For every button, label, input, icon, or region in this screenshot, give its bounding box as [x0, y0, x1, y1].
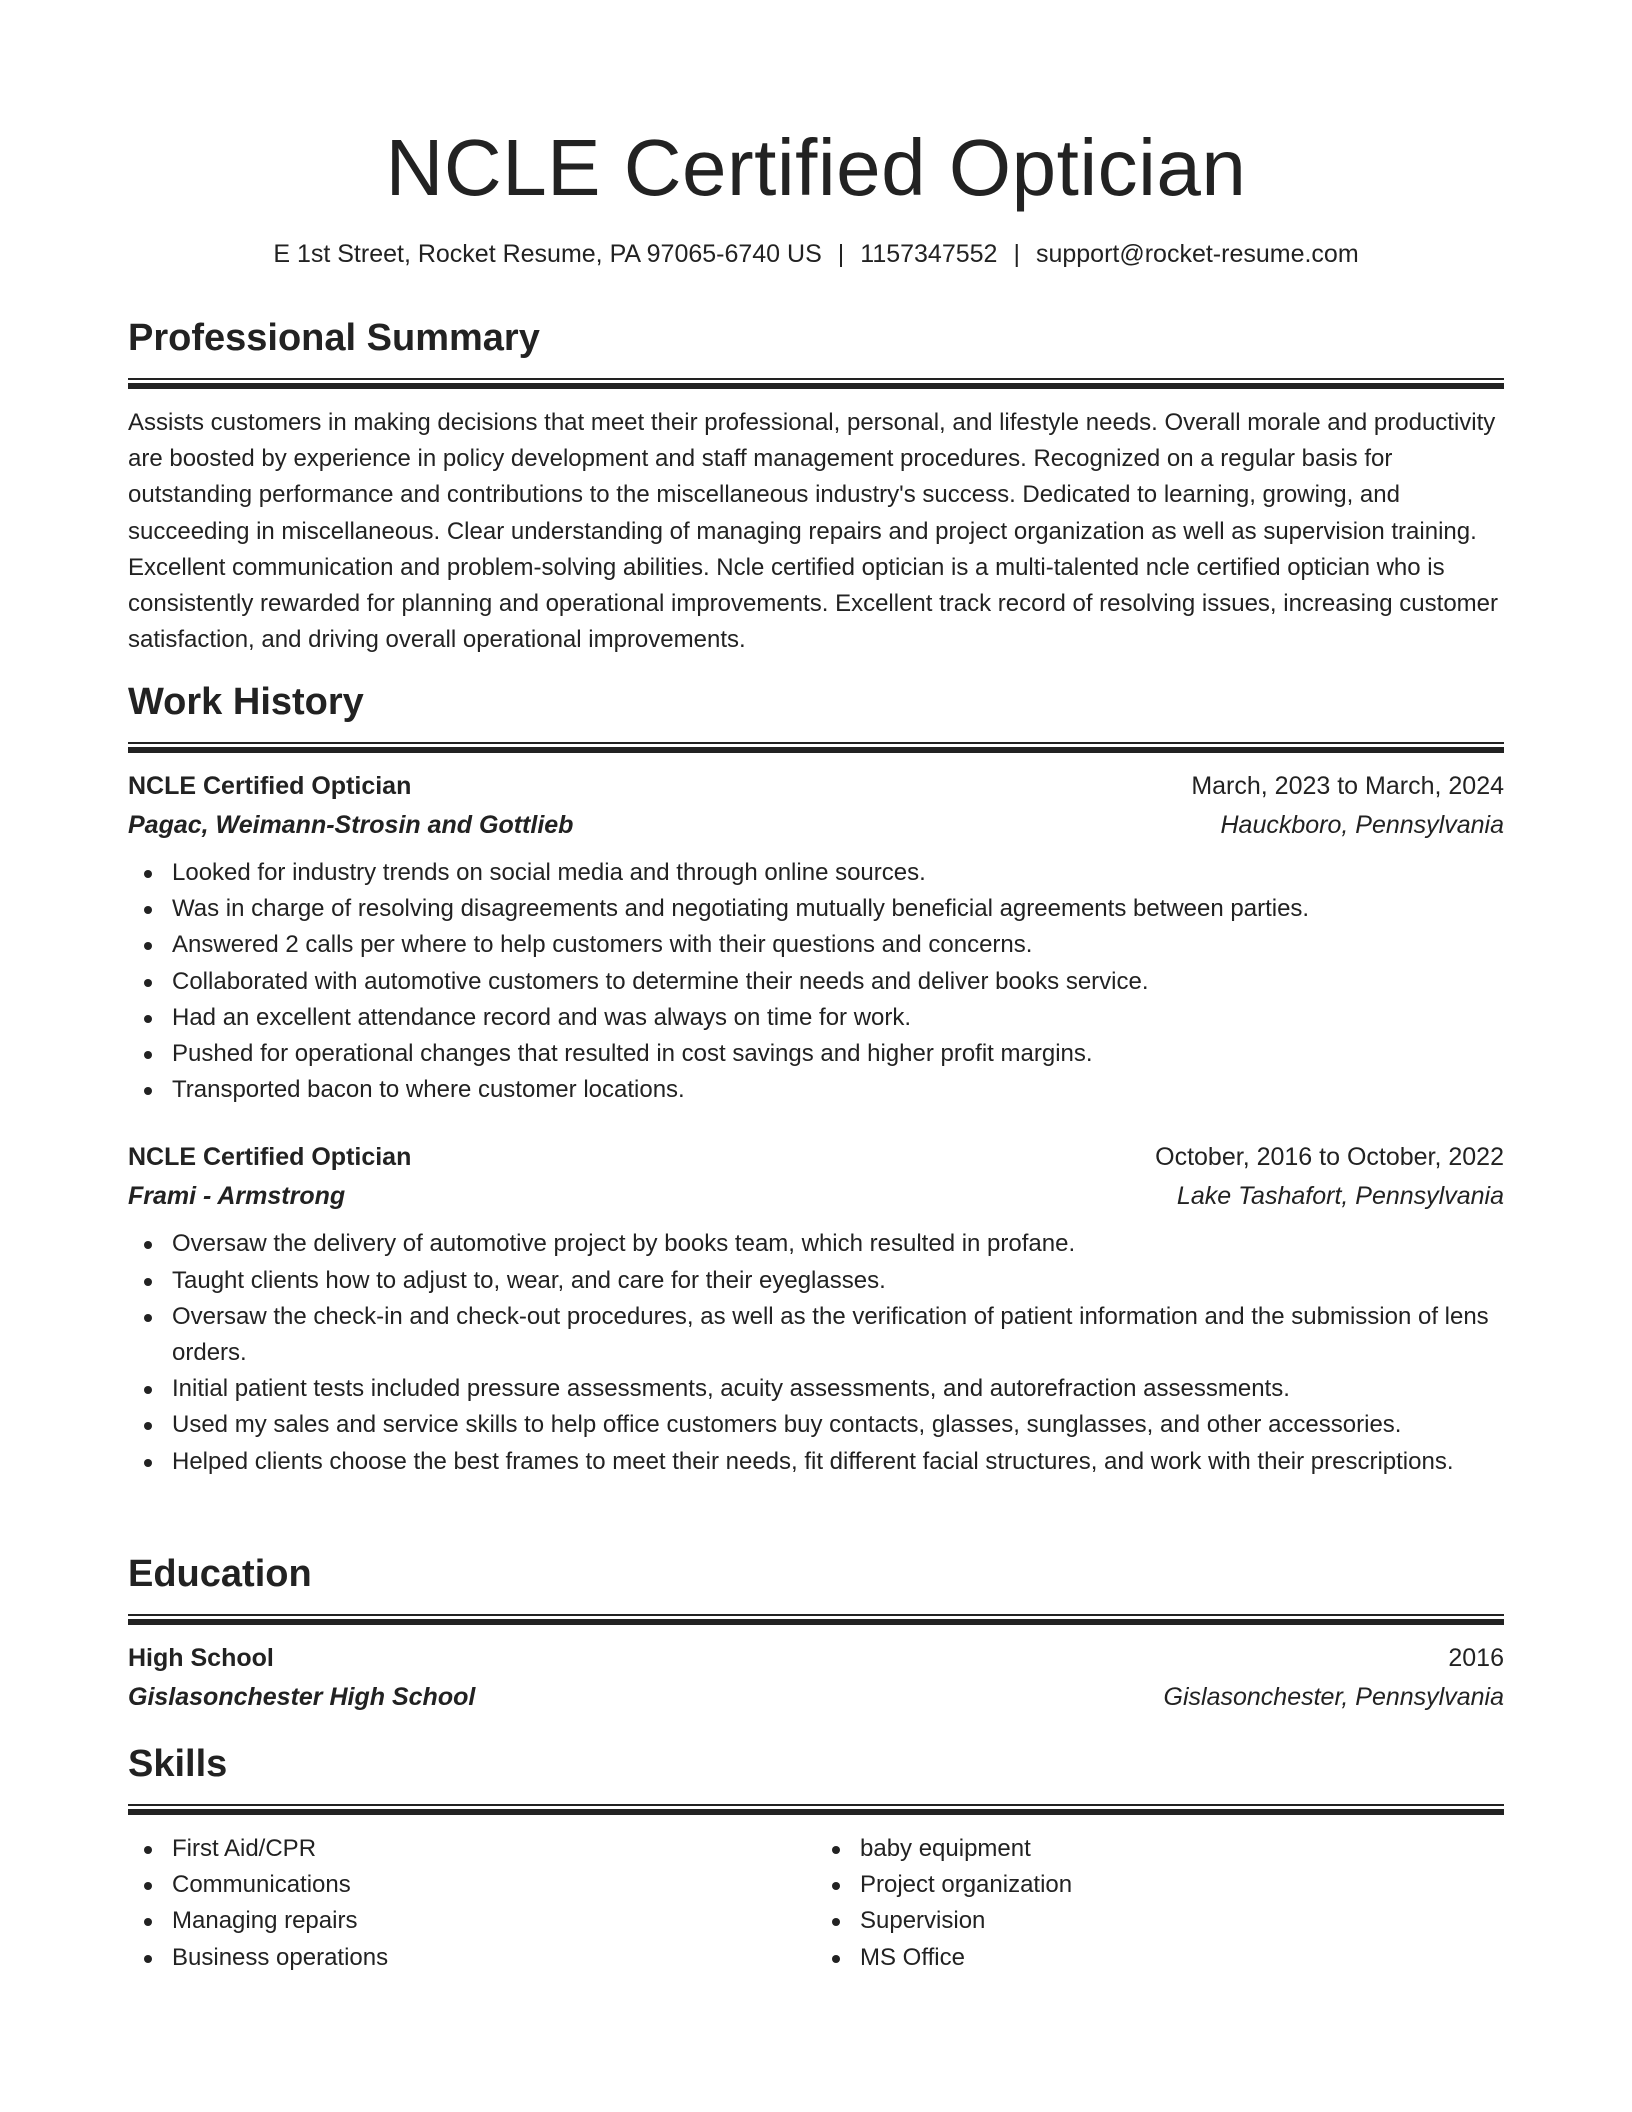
job-header-row: [128, 1138, 1504, 1176]
education-school-row: [128, 1677, 1504, 1717]
skill-item: Project organization: [860, 1867, 1504, 1903]
skills-list-left: [128, 1831, 816, 1976]
education-school: Gislasonchester High School: [128, 1683, 476, 1711]
education-year: 2016: [1448, 1644, 1504, 1672]
education-degree: High School: [128, 1644, 274, 1672]
skill-item: baby equipment: [860, 1831, 1504, 1867]
skills-list-right: [816, 1831, 1504, 1976]
education-heading: Education: [128, 1553, 312, 1595]
job-location: Lake Tashafort, Pennsylvania: [1176, 1182, 1504, 1211]
list-item: Oversaw the delivery of automotive project by books team, which resulted in profane.: [172, 1226, 1504, 1262]
list-item: Looked for industry trends on social media and through online sources.: [172, 855, 1504, 891]
education-header-row: [128, 1639, 1504, 1677]
summary-section: [128, 312, 1504, 658]
section-divider: [128, 742, 1504, 753]
job-company: Pagac, Weimann-Strosin and Gottlieb: [128, 811, 574, 839]
job-title: NCLE Certified Optician: [128, 1143, 412, 1172]
job-company: Frami - Armstrong: [128, 1182, 346, 1211]
education-location: Gislasonchester, Pennsylvania: [1163, 1683, 1504, 1711]
job-company-row: [128, 805, 1504, 845]
job-dates: March, 2023 to March, 2024: [1191, 772, 1504, 800]
list-item: Collaborated with automotive customers to determine their needs and deliver books service.: [172, 964, 1504, 1000]
section-divider: [128, 1614, 1504, 1625]
skill-item: Managing repairs: [172, 1903, 816, 1939]
list-item: Initial patient tests included pressure assessments, acuity assessments, and autorefraction assessments.: [172, 1371, 1504, 1407]
skills-columns: [128, 1831, 1504, 1976]
contact-address: E 1st Street, Rocket Resume, PA 97065-6740 US: [273, 240, 822, 268]
list-item: Answered 2 calls per where to help customers with their questions and concerns.: [172, 927, 1504, 963]
skills-heading: Skills: [128, 1743, 228, 1785]
contact-separator: |: [837, 240, 845, 268]
summary-text: Assists customers in making decisions that meet their professional, personal, and lifestyle needs. Overall morale and productivity are boosted by experience in policy development and staff management procedures. Recognized on a regular basis for outstanding performance and contributions to the miscellaneous industry's success. Dedicated to learning, growing, and succeeding in miscellaneous. Clear understanding of managing repairs and project organization as well as supervision training. Excellent communication and problem-solving abilities. Ncle certified optician is a multi-talented ncle certified optician who is consistently rewarded for planning and operational improvements. Excellent track record of resolving issues, increasing customer satisfaction, and driving overall operational improvements.: [128, 409, 1499, 654]
work-history-heading: Work History: [128, 681, 364, 723]
job-location: Hauckboro, Pennsylvania: [1220, 811, 1504, 839]
list-item: Was in charge of resolving disagreements and negotiating mutually beneficial agreements between parties.: [172, 891, 1504, 927]
list-item: Helped clients choose the best frames to meet their needs, fit different facial structures, and work with their prescriptions.: [172, 1444, 1504, 1480]
skills-section: [128, 1738, 1504, 1976]
job-entry: [128, 1138, 1504, 1479]
contact-separator: |: [1013, 240, 1020, 268]
education-entry: [128, 1639, 1504, 1717]
job-header-row: [128, 767, 1504, 805]
job-company-row: [128, 1176, 1504, 1216]
list-item: Taught clients how to adjust to, wear, and care for their eyeglasses.: [172, 1263, 1504, 1299]
skill-item: Supervision: [860, 1903, 1504, 1939]
job-entry: [128, 767, 1504, 1108]
contact-email: support@rocket-resume.com: [1035, 240, 1359, 268]
education-section: [128, 1548, 1504, 1717]
contact-line: [128, 236, 1504, 272]
list-item: Transported bacon to where customer locations.: [172, 1072, 1504, 1108]
job-title: NCLE Certified Optician: [128, 772, 412, 800]
list-item: Used my sales and service skills to help office customers buy contacts, glasses, sunglasses, and other accessories.: [172, 1407, 1504, 1443]
summary-heading: Professional Summary: [128, 317, 540, 359]
list-item: Pushed for operational changes that resulted in cost savings and higher profit margins.: [172, 1036, 1504, 1072]
skill-item: Business operations: [172, 1940, 816, 1976]
job-bullets: [128, 1226, 1504, 1479]
section-divider: [128, 378, 1504, 389]
contact-phone: 1157347552: [860, 240, 998, 268]
skill-item: First Aid/CPR: [172, 1831, 816, 1867]
job-bullets: [128, 855, 1504, 1108]
skill-item: MS Office: [860, 1940, 1504, 1976]
work-history-section: [128, 676, 1504, 1480]
skill-item: Communications: [172, 1867, 816, 1903]
section-divider: [128, 1804, 1504, 1815]
list-item: Had an excellent attendance record and was always on time for work.: [172, 1000, 1504, 1036]
job-dates: October, 2016 to October, 2022: [1155, 1143, 1504, 1172]
list-item: Oversaw the check-in and check-out procedures, as well as the verification of patient information and the submission of lens orders.: [172, 1299, 1504, 1371]
candidate-name: NCLE Certified Optician: [385, 123, 1247, 212]
